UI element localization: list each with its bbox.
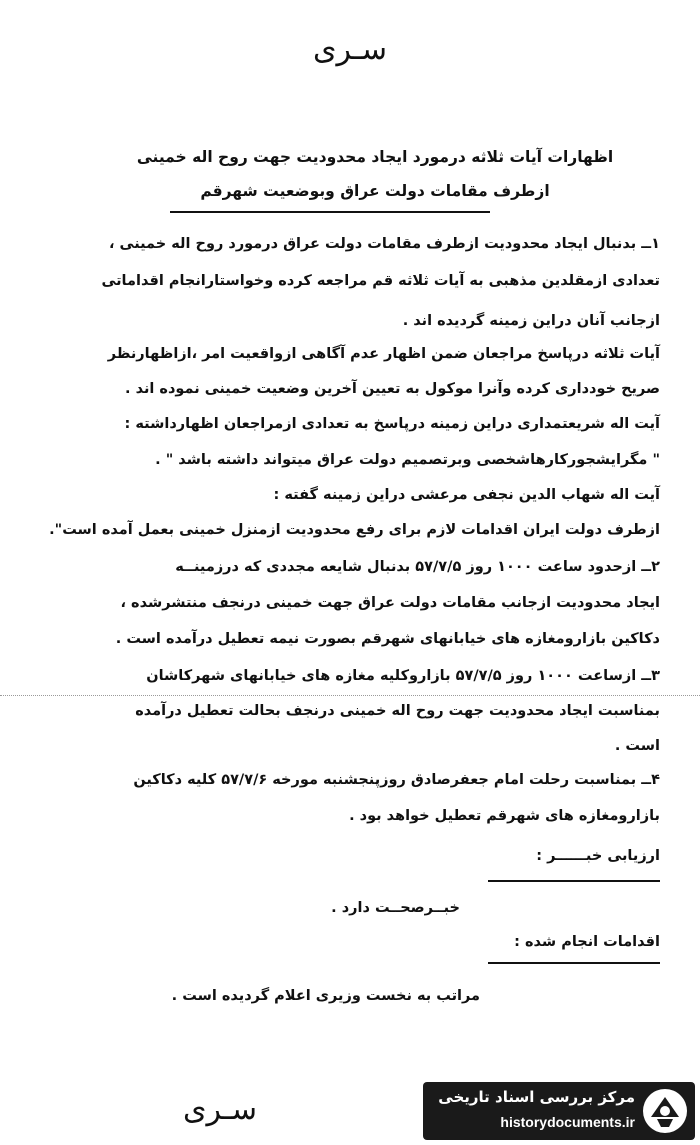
body-line-12: دکاکین بازارومغازه های خیابانهای شهرقم بصورت نیمه تعطیل درآمده است .	[115, 631, 660, 647]
assessment-value: خبــرصحــت دارد .	[331, 900, 460, 916]
body-line-11: ایجاد محدودیت ازجانب مقامات دولت عراق جهت خمینی درنجف منتشرشده ،	[120, 595, 660, 611]
body-line-3: ازجانب آنان دراین زمینه گردیده اند .	[402, 313, 660, 329]
action-value: مراتب به نخست وزیری اعلام گردیده است .	[171, 988, 480, 1004]
archive-logo-icon	[641, 1087, 689, 1135]
body-line-1: ۱ــ بدنبال ایجاد محدودیت ازطرف مقامات دولت عراق درمورد روح اله خمینی ،	[108, 236, 660, 252]
document-title-line-1: اظهارات آیات ثلاثه درمورد ایجاد محدودیت جهت روح اله خمینی	[136, 148, 614, 166]
archive-name: مرکز بررسی اسناد تاریخی	[438, 1088, 635, 1106]
assessment-underline	[488, 880, 660, 882]
body-line-6: آیت اله شریعتمداری دراین زمینه درپاسخ به تعدادی ازمراجعان اظهارداشته :	[124, 416, 660, 432]
body-line-4: آیات ثلاثه درپاسخ مراجعان ضمن اظهار عدم آگاهی ازواقعیت امر ،ازاظهارنظر	[107, 346, 660, 362]
assessment-heading: ارزیابی خبــــــر :	[536, 848, 660, 864]
body-line-15: است .	[614, 738, 660, 754]
body-line-10: ۲ــ ازحدود ساعت ۱۰۰۰ روز ۵۷/۷/۵ بدنبال شایعه مجددی که درزمینــه	[175, 559, 660, 575]
classification-stamp-bottom: سـری	[183, 1092, 257, 1127]
body-line-17: بازارومغازه های شهرقم تعطیل خواهد بود .	[349, 808, 660, 824]
action-underline	[488, 962, 660, 964]
body-line-16: ۴ــ بمناسبت رحلت امام جعفرصادق روزپنجشنبه مورخه ۵۷/۷/۶ کلیه دکاکین	[133, 772, 660, 788]
scan-fold-line	[0, 695, 700, 696]
archive-url[interactable]: historydocuments.ir	[500, 1114, 635, 1130]
body-line-8: آیت اله شهاب الدین نجفی مرعشی دراین زمینه گفته :	[273, 487, 660, 503]
body-line-9: ازطرف دولت ایران اقدامات لازم برای رفع محدودیت ازمنزل خمینی بعمل آمده است".	[49, 522, 660, 538]
title-underline	[170, 211, 490, 213]
body-line-7: " مگرایشجورکارهاشخصی وبرتصمیم دولت عراق میتواند داشته باشد " .	[155, 452, 660, 468]
body-line-14: بمناسبت ایجاد محدودیت جهت روح اله خمینی درنجف بحالت تعطیل درآمده	[135, 703, 660, 719]
body-line-5: صریح خودداری کرده وآنرا موکول به تعیین آخرین وضعیت خمینی نموده اند .	[125, 381, 660, 397]
archive-watermark	[423, 1082, 695, 1140]
action-heading: اقدامات انجام شده :	[514, 934, 660, 950]
body-line-2: تعدادی ازمقلدین مذهبی به آیات ثلاثه قم مراجعه کرده وخواستارانجام اقداماتی	[101, 273, 660, 289]
classification-stamp-top: سـری	[313, 32, 387, 67]
body-line-13: ۳ــ ازساعت ۱۰۰۰ روز ۵۷/۷/۵ بازاروکلیه مغازه های خیابانهای شهرکاشان	[146, 668, 660, 684]
document-title-line-2: ازطرف مقامات دولت عراق وبوضعیت شهرقم	[200, 182, 550, 200]
